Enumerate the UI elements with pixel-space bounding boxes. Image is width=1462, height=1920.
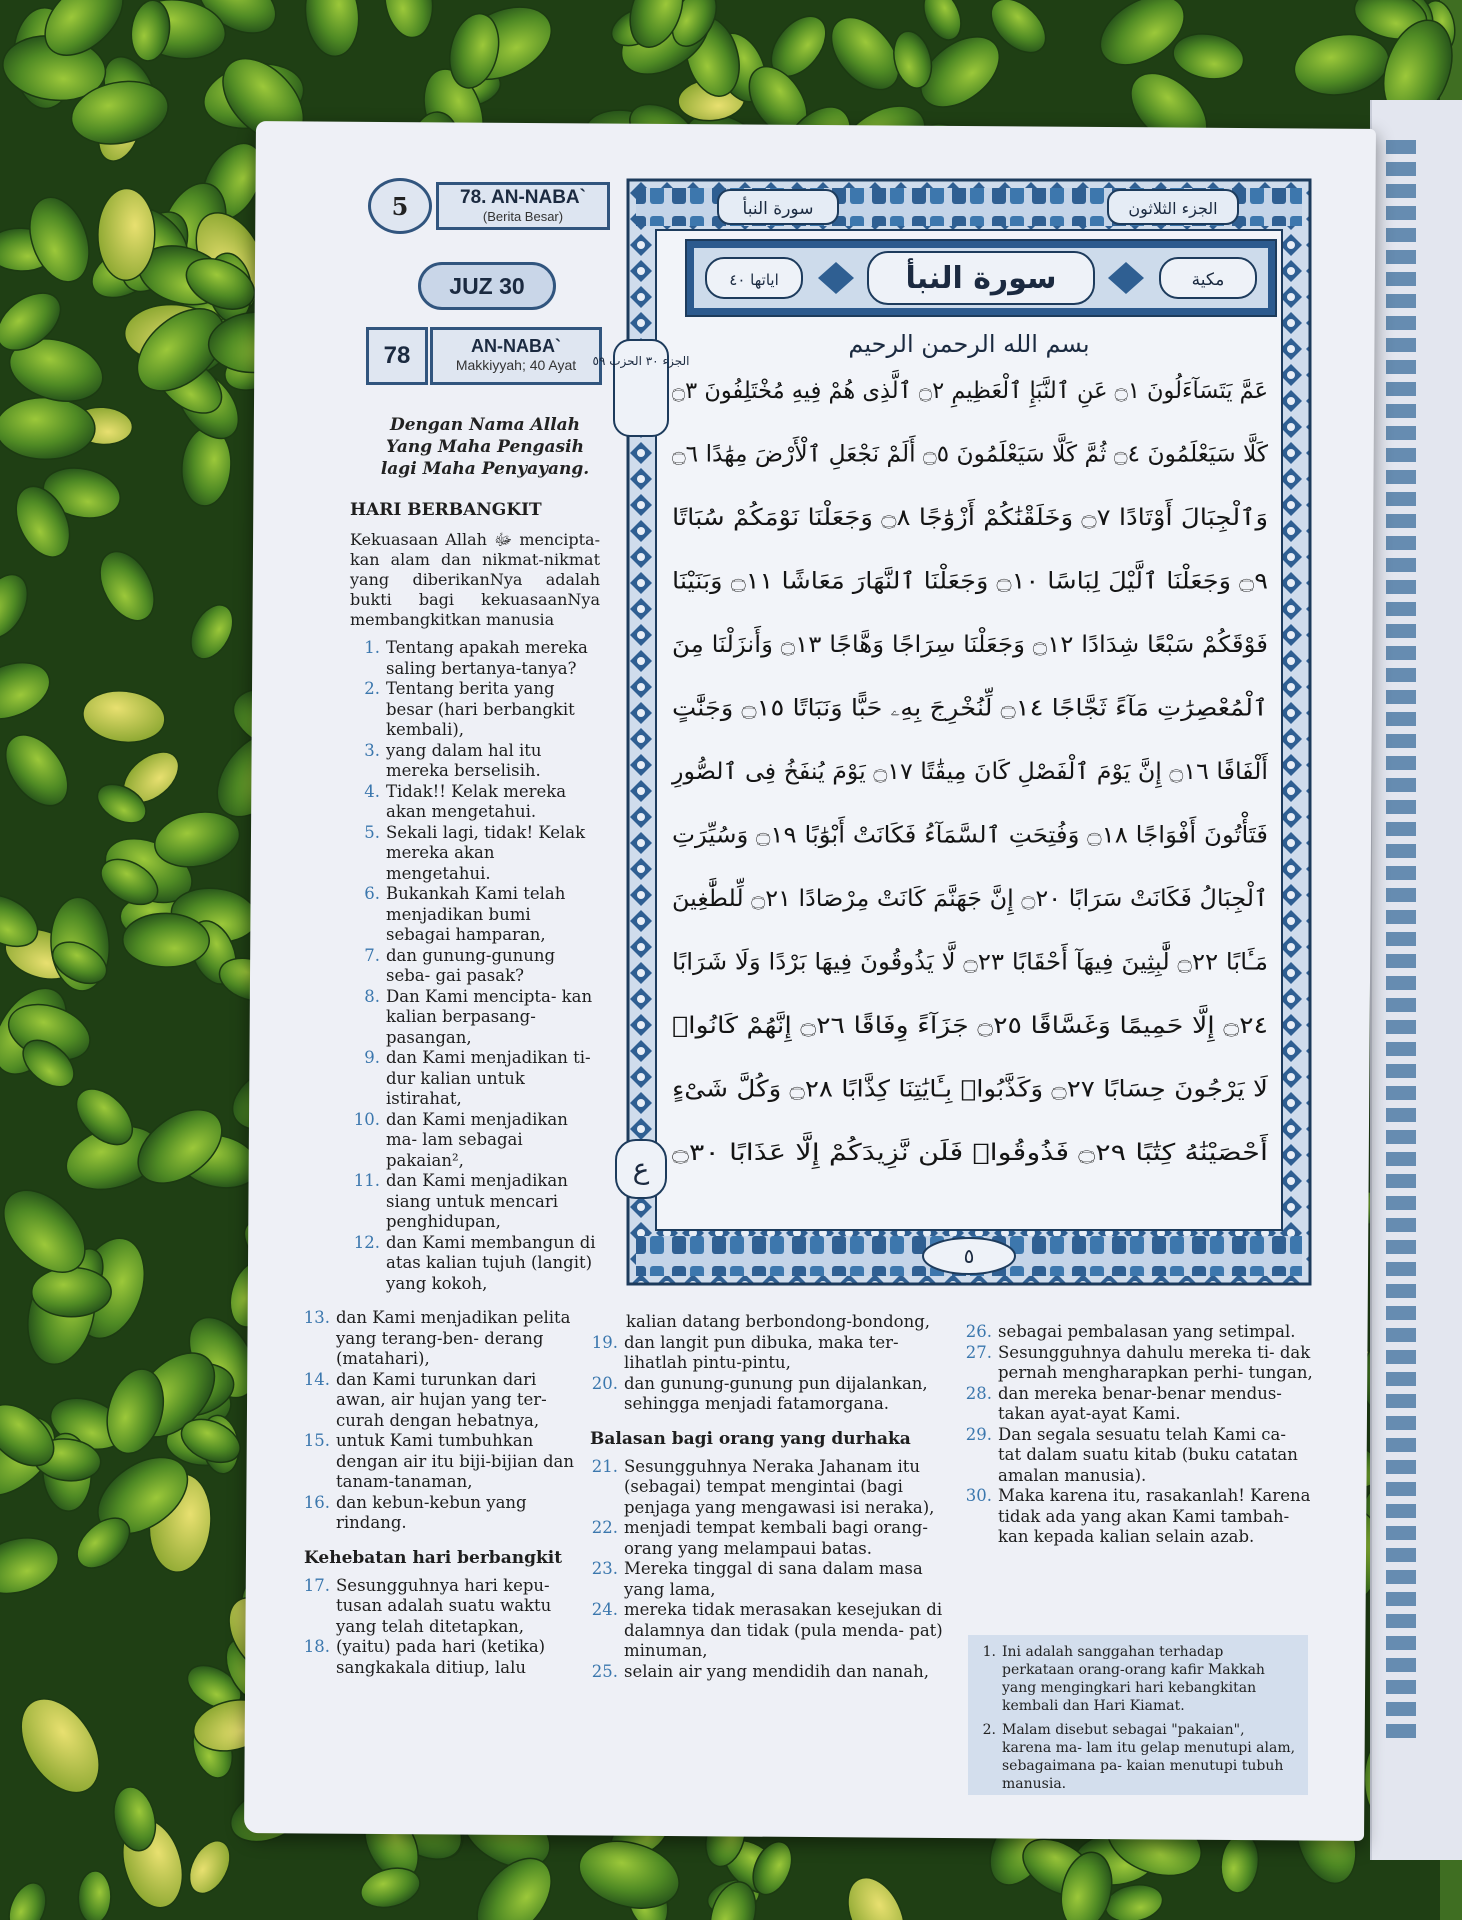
quran-line: فَوْقَكُمْ سَبْعًا شِدَادًا ۝١٢ وَجَعَلْنَا سِرَاجًا وَهَّاجًا ۝١٣ وَأَنزَلْنَا مِنَ [671,632,1256,658]
verse-text: Tentang apakah mereka saling bertanya-tanya? [386,638,588,678]
verse-number: 12. [353,1232,380,1252]
verse-number: 22. [591,1518,618,1537]
mushaf-frame [592,180,1310,1284]
verse-item [350,741,600,782]
section-intro: Kekuasaan Allah ﷻ mencipta- kan alam dan nikmat-nikmat yang diberikanNya adalah bukti bagi kekuasaanNya membangkitkan manusia [350,530,600,629]
verse-item [588,1518,950,1559]
verse-text: dan Kami menjadikan pelita yang terang-ben- derang (matahari), [336,1308,571,1368]
verse-number: 26. [965,1322,992,1341]
quran-line: عَمَّ يَتَسَآءَلُونَ ۝١ عَنِ ٱلنَّبَإِ ٱلْعَظِيمِ ۝٢ ٱلَّذِى هُمْ فِيهِ مُخْتَلِفُونَ ۝٣ [672,378,1272,404]
surah-subtitle: (Berita Besar) [482,209,564,224]
translation-column-3 [962,1322,1314,1548]
verse-text: Sekali lagi, tidak! Kelak mereka akan mengetahui. [386,822,586,883]
basmalah-translation: Dengan Nama Allah Yang Maha Pengasih lagi Maha Penyayang. [380,415,590,479]
translation-column-2 [588,1312,950,1682]
verse-text: sebagai pembalasan yang setimpal. [998,1322,1296,1341]
verse-number: 14. [303,1369,330,1389]
verse-item [350,1171,600,1233]
verse-text: Mereka tinggal di sana dalam masa yang lama, [624,1559,923,1599]
verse-text: dan mereka benar-benar mendus- takan ayat-ayat Kami. [998,1383,1282,1423]
verse-item [350,679,600,741]
verse-number: 13. [303,1308,330,1327]
verse-text: dan Kami menjadikan ti- dur kalian untuk istirahat, [386,1048,591,1108]
mushaf-top-left-label: سورة النبأ [742,199,814,219]
verse-number: 7. [364,945,380,965]
section-heading: Kehebatan hari berbangkit [304,1547,563,1568]
verse-text: selain air yang mendidih dan nanah, [624,1661,929,1681]
verse-text: dan langit pun dibuka, maka ter- lihatlah pintu-pintu, [624,1332,899,1372]
footnote-item [978,1643,1298,1715]
verse-text: menjadi tempat kembali bagi orang- orang yang melampaui batas. [624,1518,928,1558]
verse-number: 1. [364,638,380,657]
quran-line: ۝٩ وَجَعَلْنَا ٱلَّيْلَ لِبَاسًا ۝١٠ وَجَعَلْنَا ٱلنَّهَارَ مَعَاشًا ۝١١ وَبَنَيْنَا [672,568,1266,595]
verse-continuation: kalian datang berbondong-bondong, [626,1312,931,1331]
verse-number: 24. [591,1600,618,1619]
ayat-count-label: اياتها ٤٠ [729,271,779,289]
verse-number: 16. [303,1492,330,1512]
verse-text: dan gunung-gunung pun dijalankan, sehingga menjadi fatamorgana. [624,1373,928,1413]
verse-text: (yaitu) pada hari (ketika) sangkakala ditiup, lalu [336,1637,546,1677]
translation-column-1 [350,500,600,1294]
verse-item [300,1370,586,1432]
verse-text: dan Kami membangun di atas kalian tujuh (langit) yang kokoh, [386,1232,596,1293]
ruku-mark: ع [632,1152,650,1185]
surah-title-box [436,182,610,230]
surah-info [430,327,602,385]
hizb-marker-text: الجزء ٣٠ الحزب ٥٩ [592,354,690,368]
verse-list [588,1457,950,1683]
verse-item [350,1110,600,1172]
verse-text: Tidak!! Kelak mereka akan mengetahui. [386,781,567,821]
quran-line: ۝٢٤ إِلَّا حَمِيمًا وَغَسَّاقًا ۝٢٥ جَزَآءً وِفَاقًا ۝٢٦ إِنَّهُمْ كَانُوا۟ [672,1013,1262,1039]
footnote-number: 1. [982,1644,996,1660]
footnote-number: 2. [982,1722,996,1738]
verse-list [588,1333,950,1415]
page-header [368,178,610,234]
verse-text: Tentang berita yang besar (hari berbangkit kembali), [386,679,575,739]
verse-item [962,1343,1314,1384]
verse-list [962,1322,1314,1548]
verse-item [300,1637,586,1678]
verse-number: 9. [364,1048,380,1067]
verse-text: dan kebun-kebun yang rindang. [336,1492,527,1532]
quran-line: كَلَّا سَيَعْلَمُونَ ۝٤ ثُمَّ كَلَّا سَيَعْلَمُونَ ۝٥ أَلَمْ نَجْعَلِ ٱلْأَرْضَ مِهَٰدًا ۝٦ [672,441,1267,468]
verse-item [588,1600,950,1662]
verse-number: 8. [364,986,380,1006]
juz-label: JUZ 30 [418,262,556,310]
verse-number: 29. [965,1424,992,1444]
verse-item [350,782,600,823]
surah-number: 78 [366,327,428,385]
verse-item [588,1333,950,1374]
verse-text: untuk Kami tumbuhkan dengan air itu biji-bijian dan tanam-tanaman, [336,1431,575,1491]
verse-number: 5. [364,822,380,842]
footnote-text: Malam disebut sebagai "pakaian", karena ma- lam itu gelap menutupi alam, sebagaimana pa- kaian menutupi tubuh manusia. [1002,1722,1296,1792]
verse-item [350,884,600,946]
verse-text: dan gunung-gunung seba- gai pasak? [386,945,556,985]
verse-number: 4. [364,781,380,801]
verse-text: dan Kami menjadikan siang untuk mencari penghidupan, [386,1171,568,1231]
verse-item [588,1662,950,1683]
verse-item [350,1048,600,1110]
verse-item [350,946,600,987]
verse-text: Sesungguhnya Neraka Jahanam itu (sebagai) tempat mengintai (bagi penjaga yang mengawasi isi neraka), [624,1456,935,1517]
verse-number: 17. [303,1575,330,1595]
verse-text: yang dalam hal itu mereka berselisih. [386,740,542,780]
verse-item [588,1374,950,1415]
verse-number: 20. [591,1373,618,1393]
verse-number: 23. [591,1559,618,1578]
quran-line: ٱلْجِبَالُ فَكَانَتْ سَرَابًا ۝٢٠ إِنَّ جَهَنَّمَ كَانَتْ مِرْصَادًا ۝٢١ لِّلطَّٰغِينَ [672,886,1261,912]
surah-title: 78. AN-NABA` [460,187,586,208]
verse-number: 21. [591,1456,618,1476]
verse-number: 11. [353,1171,380,1190]
quran-line: لَا يَرْجُونَ حِسَابًا ۝٢٧ وَكَذَّبُوا۟ بِـَٔايَٰتِنَا كِذَّابًا ۝٢٨ وَكُلَّ شَىْءٍ [672,1076,1248,1103]
verse-number: 25. [591,1661,618,1681]
verse-number: 18. [303,1637,330,1656]
quran-line: أَلْفَافًا ۝١٦ إِنَّ يَوْمَ ٱلْفَصْلِ كَانَ مِيقَٰتًا ۝١٧ يَوْمَ يُنفَخُ فِى ٱلصُّورِ [672,759,1267,785]
verse-item [350,823,600,885]
surah-name: AN-NABA` [471,336,561,356]
verse-number: 27. [965,1342,992,1362]
verse-item [350,1233,600,1295]
page-number-badge: 5 [368,178,432,234]
verse-item [300,1308,586,1370]
verse-item [350,638,600,679]
quran-line: فَتَأْتُونَ أَفْوَاجًا ۝١٨ وَفُتِحَتِ ٱلسَّمَآءُ فَكَانَتْ أَبْوَٰبًا ۝١٩ وَسُيِّرَتِ [672,822,1260,849]
mushaf-surah-title: سورة النبأ [905,261,1057,296]
verse-number: 15. [303,1431,330,1450]
footnotes-box [968,1635,1308,1795]
surah-info-box [366,327,602,385]
verse-item [300,1431,586,1493]
mushaf-page-number: ٥ [963,1244,975,1268]
verse-text: Dan Kami mencipta- kan kalian berpasang- pasangan, [386,986,593,1047]
mushaf-top-right-label: الجزء الثلاثون [1128,199,1218,218]
verse-item [300,1576,586,1638]
footnote-list [978,1643,1298,1793]
verse-list [300,1308,586,1534]
verse-number: 3. [364,740,380,760]
quran-line: ٱلْمُعْصِرَٰتِ مَآءً ثَجَّاجًا ۝١٤ لِّنُخْرِجَ بِهِۦ حَبًّا وَنَبَاتًا ۝١٥ وَجَنَّٰتٍ [672,695,1245,722]
quran-line: مَـَٔابًا ۝٢٢ لَّٰبِثِينَ فِيهَآ أَحْقَابًا ۝٢٣ لَّا يَذُوقُونَ فِيهَا بَرْدًا وَلَا شَرَابًا [672,949,1265,976]
verse-item [962,1486,1314,1548]
verse-number: 28. [965,1383,992,1403]
verse-number: 6. [364,884,380,903]
verse-text: dan Kami menjadikan ma- lam sebagai pakaian², [386,1109,568,1170]
verse-text: mereka tidak merasakan kesejukan di dalamnya dan tidak (pula menda- pat) minuman, [624,1600,943,1660]
verse-text: Sesungguhnya hari kepu- tusan adalah suatu waktu yang telah ditetapkan, [336,1575,552,1636]
verse-text: Maka karena itu, rasakanlah! Karena tidak ada yang akan Kami tambah- kan kepada kalian selain azab. [998,1486,1311,1546]
verse-number: 10. [353,1109,380,1129]
verse-list [350,638,600,1294]
verse-item [962,1384,1314,1425]
verse-list [300,1576,586,1679]
hizb-marker [593,354,690,369]
verse-item [588,1559,950,1600]
verse-item [962,1425,1314,1487]
verse-number: 2. [364,679,380,698]
surah-meta: Makkiyyah; 40 Ayat [455,357,577,373]
verse-text: Bukankah Kami telah menjadikan bumi sebagai hamparan, [386,884,566,944]
basmalah-arabic: بسم الله الرحمن الرحيم [848,330,1090,358]
verse-item [962,1322,1314,1343]
section-heading: Balasan bagi orang yang durhaka [590,1428,911,1449]
verse-item [350,987,600,1049]
section-heading: HARI BERBANGKIT [350,500,542,520]
verse-text: Dan segala sesuatu telah Kami ca- tat dalam suatu kitab (buku catatan amalan manusia). [998,1424,1298,1485]
verse-number: 19. [591,1332,618,1352]
quran-line: وَٱلْجِبَالَ أَوْتَادًا ۝٧ وَخَلَقْنَٰكُمْ أَزْوَٰجًا ۝٨ وَجَعَلْنَا نَوْمَكُمْ سُبَاتًا [672,505,1250,531]
verse-item [588,1457,950,1519]
verse-number: 30. [965,1486,992,1505]
verse-text: dan Kami turunkan dari awan, air hujan yang ter- curah dengan hebatnya, [336,1369,547,1430]
quran-line: أَحْصَيْنَٰهُ كِتَٰبًا ۝٢٩ فَذُوقُوا۟ فَلَن نَّزِيدَكُمْ إِلَّا عَذَابًا ۝٣٠ [672,1140,1240,1166]
footnote-text: Ini adalah sanggahan terhadap perkataan orang-orang kafir Makkah yang mengingkari hari kebangkitan kembali dan Hari Kiamat. [1002,1644,1265,1714]
makkiyah-label: مكية [1191,270,1225,290]
next-page-edge [1370,100,1462,1860]
translation-column-1-lower [300,1308,586,1678]
footnote-item [978,1721,1298,1793]
verse-text: Sesungguhnya dahulu mereka ti- dak pernah mengharapkan perhi- tungan, [998,1342,1313,1382]
verse-item [300,1493,586,1534]
